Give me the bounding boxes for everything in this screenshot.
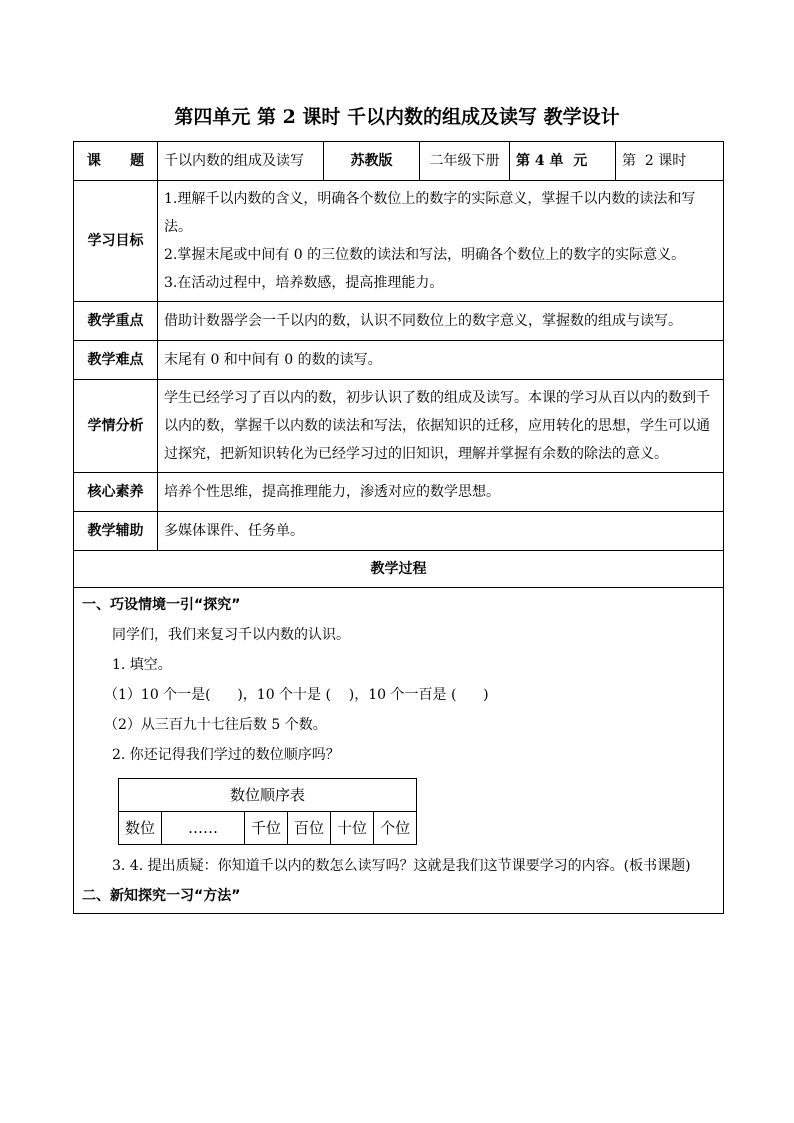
aids-label: 教学辅助: [74, 512, 158, 551]
analysis-row: [74, 380, 724, 473]
section-1-title: 一、巧设情境一引“探究”: [82, 597, 241, 613]
goals-label: 学习目标: [74, 181, 158, 302]
header-row: [74, 142, 724, 181]
goal-item: 1.理解千以内数的含义，明确各个数位上的数字的实际意义，掌握千以内数的读法和写法。: [164, 191, 696, 235]
section-2-title: 二、新知探究一习“方法”: [82, 888, 241, 904]
key-points-label: 教学重点: [74, 302, 158, 341]
key-points-row: [74, 302, 724, 341]
process-header: 教学过程: [74, 551, 724, 588]
difficulties-label: 教学难点: [74, 341, 158, 380]
difficulties-row: [74, 341, 724, 380]
place-value-table-wrap: [118, 778, 715, 845]
grade-value: 二年级下册: [420, 142, 510, 181]
publisher-value: 苏教版: [324, 142, 420, 181]
question-2: 2. 你还记得我们学过的数位顺序吗？: [112, 747, 340, 763]
process-body-row: [74, 588, 724, 914]
question-1a: （1）10 个一是( )，10 个十是 ( )，10 个一百是 ( ): [104, 687, 489, 703]
difficulties-content: 末尾有 0 和中间有 0 的数的读写。: [158, 341, 724, 380]
place-value-table-title: 数位顺序表: [119, 779, 417, 812]
page-title: 第四单元 第 2 课时 千以内数的组成及读写 教学设计: [174, 106, 620, 128]
goals-content: [158, 181, 724, 302]
aids-content: 多媒体课件、任务单。: [158, 512, 724, 551]
goal-item: 3.在活动过程中，培养数感，提高推理能力。: [164, 275, 444, 291]
question-3-4: 3. 4. 提出质疑：你知道千以内的数怎么读写吗？这就是我们这节课要学习的内容。(板书课题): [112, 858, 691, 874]
place-value-cell: ……: [162, 812, 245, 845]
analysis-label: 学情分析: [74, 380, 158, 473]
process-content: [74, 588, 724, 914]
place-value-cell: 十位: [331, 812, 374, 845]
intro-text: 同学们，我们来复习千以内数的认识。: [112, 627, 350, 643]
goals-row: [74, 181, 724, 302]
topic-value: 千以内数的组成及读写: [158, 142, 324, 181]
place-value-cell: 数位: [119, 812, 162, 845]
literacy-label: 核心素养: [74, 473, 158, 512]
lesson-plan-table: [73, 141, 724, 914]
place-value-cell: 个位: [374, 812, 417, 845]
question-1b: （2）从三百九十七往后数 5 个数。: [104, 717, 327, 733]
place-value-cell: 百位: [288, 812, 331, 845]
lesson-value: 第 2 课时: [616, 142, 724, 181]
goal-item: 2.掌握末尾或中间有 0 的三位数的读法和写法，明确各个数位上的数字的实际意义。: [164, 247, 686, 263]
literacy-row: [74, 473, 724, 512]
analysis-content: 学生已经学习了百以内的数，初步认识了数的组成及读写。本课的学习从百以内的数到千以内的数，掌握千以内数的读法和写法，依据知识的迁移，应用转化的思想，学生可以通过探究，把新知识转化为已经学习过的旧知识，理解并掌握有余数的除法的意义。: [158, 380, 724, 473]
unit-value: 第 4 单 元: [510, 142, 616, 181]
key-points-content: 借助计数器学会一千以内的数，认识不同数位上的数字意义，掌握数的组成与读写。: [158, 302, 724, 341]
place-value-table: [118, 778, 417, 845]
question-1: 1. 填空。: [112, 657, 172, 673]
literacy-content: 培养个性思维，提高推理能力，渗透对应的数学思想。: [158, 473, 724, 512]
place-value-cell: 千位: [245, 812, 288, 845]
topic-label: 课 题: [74, 142, 158, 181]
aids-row: [74, 512, 724, 551]
process-header-row: [74, 551, 724, 588]
